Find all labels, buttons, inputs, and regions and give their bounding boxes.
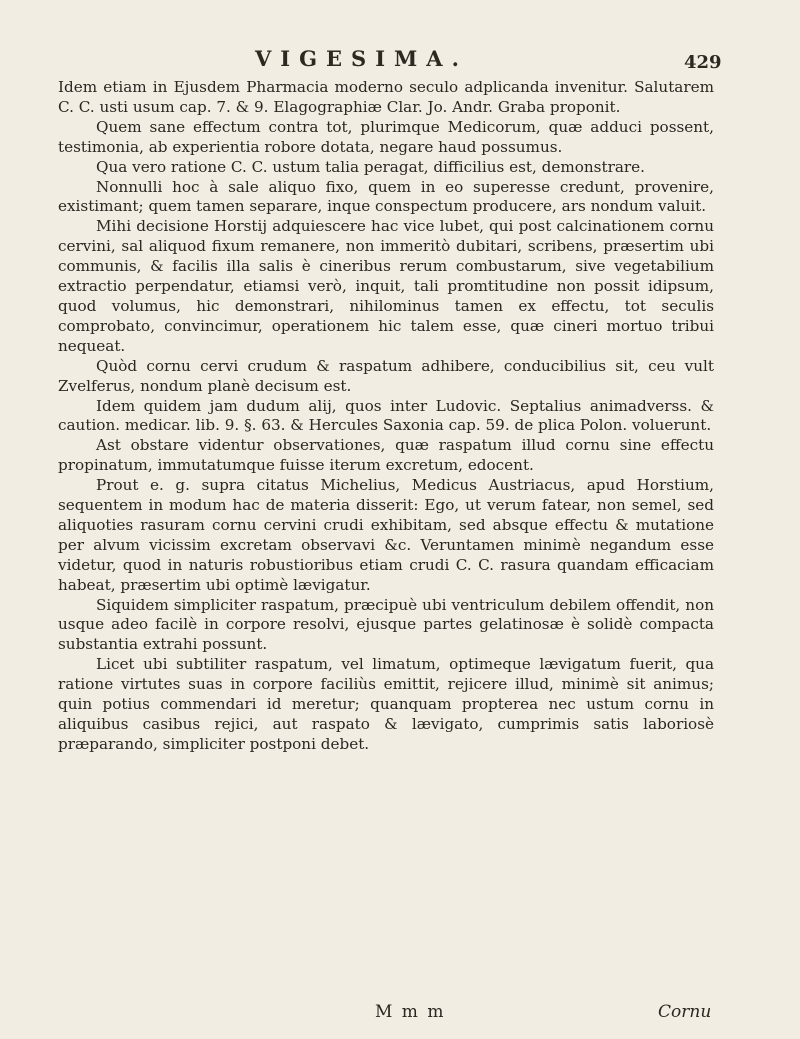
paragraph-2: Quem sane effectum contra tot, plurimque Medicorum, quæ adduci possent, testimonia, ab experientia robore dotata, negare haud possumus.: [58, 117, 714, 156]
page-number: 429: [684, 52, 722, 73]
paragraph-11: Licet ubi subtiliter raspatum, vel limatum, optimeque lævigatum fuerit, qua ratione virtutes suas in corpore faciliùs emittit, rejicere illud, minimè sit animus; quin potius commendari id meretur; quanquam propterea nec ustum cornu in aliquibus casibus rejici, aut raspato & lævigato, cumprimis satis laboriosè præparando, simpliciter postponi debet.: [58, 655, 714, 753]
paragraph-7: Idem quidem jam dudum alij, quos inter Ludovic. Septalius animadverss. & caution. medicar. lib. 9. §. 63. & Hercules Saxonia cap. 59. de plica Polon. voluerunt.: [58, 396, 714, 435]
paragraph-10: Siquidem simpliciter raspatum, præcipuè ubi ventriculum debilem offendit, non usque adeo facilè in corpore resolvi, ejusque partes gelatinosæ è solidè compacta substantia extrahi possunt.: [58, 595, 714, 654]
page-header: [0, 44, 800, 78]
paragraph-1: Idem etiam in Ejusdem Pharmacia moderno seculo adplicanda invenitur. Salutarem C. C. usti usum cap. 7. & 9. Elagographiæ Clar. Jo. Andr. Graba proponit.: [58, 78, 714, 116]
page-footer: [0, 1002, 800, 1026]
signature-mark: M m m: [375, 1002, 446, 1022]
paragraph-4: Nonnulli hoc à sale aliquo fixo, quem in eo superesse credunt, provenire, existimant; quem tamen separare, inque conspectum producere, ars nondum valuit.: [58, 177, 714, 216]
page-body: [58, 78, 714, 755]
paragraph-6: Quòd cornu cervi crudum & raspatum adhibere, conducibilius sit, ceu vult Zvelferus, nondum planè decisum est.: [58, 356, 714, 395]
paragraph-8: Ast obstare videntur observationes, quæ raspatum illud cornu sine effectu propinatum, immutatumque fuisse iterum excretum, edocent.: [58, 436, 714, 475]
catchword: Cornu: [658, 1002, 712, 1022]
running-head: VIGESIMA.: [255, 46, 468, 71]
paragraph-9: Prout e. g. supra citatus Michelius, Medicus Austriacus, apud Horstium, sequentem in modum hac de materia disserit: Ego, ut verum fatear, non semel, sed aliquoties rasuram cornu cervini crudi exhibitam, sed absque effectu & mutatione per alvum vicissim excretam observavi &c. Veruntamen minimè negandum esse videtur, quod in naturis robustioribus etiam crudi C. C. rasura quandam efficaciam habeat, præsertim ubi optimè lævigatur.: [58, 476, 714, 594]
paragraph-5: Mihi decisione Horstij adquiescere hac vice lubet, qui post calcinationem cornu cervini, sal aliquod fixum remanere, non immeritò dubitari, scribens, præsertim ubi communis, & facilis illa salis è cineribus rerum combustarum, sive vegetabilium extractio perpendatur, etiamsi verò, inquit, tali promtitudine non possit idipsum, quod volumus, hic demonstrari, nihilominus tamen ex effectu, tot seculis comprobato, convincimur, operationem hic talem esse, quæ cineri mortuo tribui nequeat.: [58, 217, 714, 355]
paragraph-3: Qua vero ratione C. C. ustum talia peragat, difficilius est, demonstrare.: [96, 157, 645, 176]
